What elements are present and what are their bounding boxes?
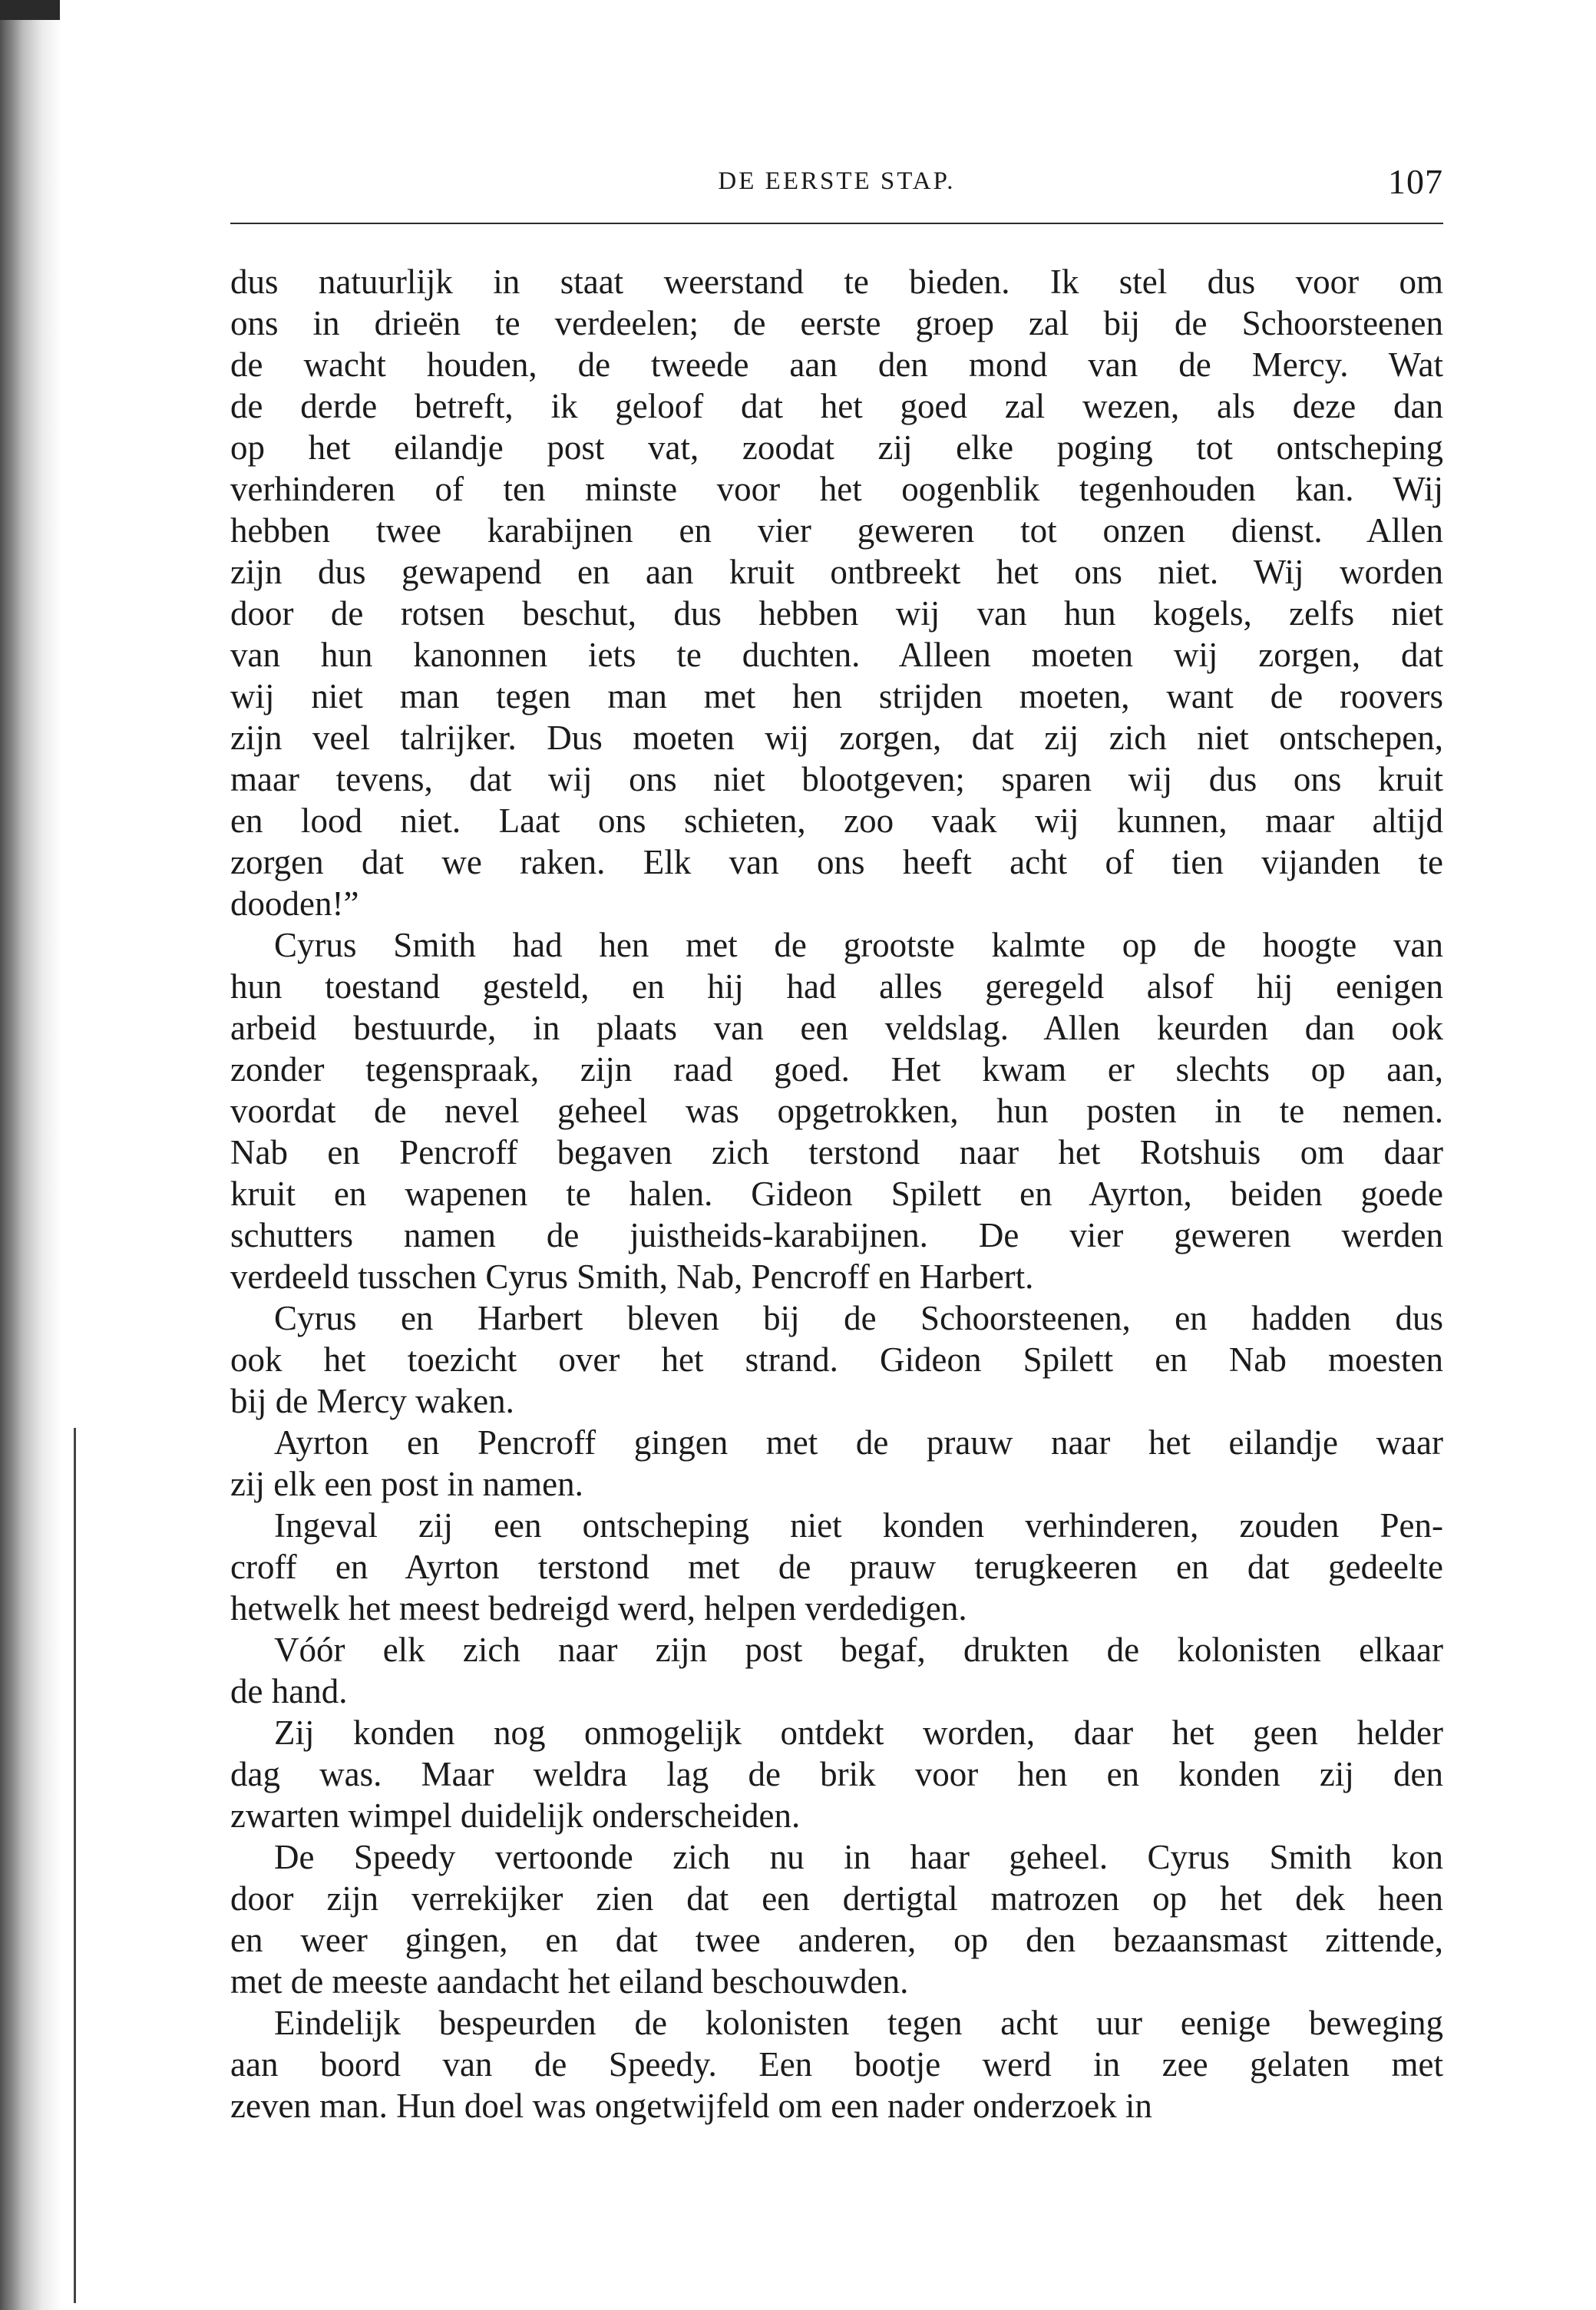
text-line: en lood niet. Laat ons schieten, zoo vaak wij kunnen, maar altijd <box>230 801 1443 840</box>
paragraph <box>230 1836 1443 2002</box>
text-line: met de meeste aandacht het eiland beschouwden. <box>230 1962 909 2001</box>
text-line: Eindelijk bespeurden de kolonisten tegen acht uur eenige beweging <box>274 2004 1443 2042</box>
paragraph <box>230 2002 1443 2127</box>
binding-corner-mark <box>0 0 60 20</box>
text-line: dus natuurlijk in staat weerstand te bieden. Ik stel dus voor om <box>230 263 1443 301</box>
text-line: Zij konden nog onmogelijk ontdekt worden, daar het geen helder <box>274 1713 1443 1752</box>
paragraph <box>230 261 1443 924</box>
text-line: maar tevens, dat wij ons niet blootgeven; sparen wij dus ons kruit <box>230 760 1443 798</box>
text-line: Nab en Pencroff begaven zich terstond naar het Rotshuis om daar <box>230 1133 1443 1172</box>
text-line: Vóór elk zich naar zijn post begaf, drukten de kolonisten elkaar <box>274 1631 1443 1669</box>
text-line: zeven man. Hun doel was ongetwijfeld om een nader onderzoek in <box>230 2087 1152 2125</box>
running-title: DE EERSTE STAP. <box>718 167 956 195</box>
page-binding-shadow <box>0 0 92 2310</box>
text-line: Cyrus Smith had hen met de grootste kalmte op de hoogte van <box>274 926 1443 964</box>
text-line: de hand. <box>230 1672 348 1710</box>
paragraph <box>230 924 1443 1297</box>
text-line: verdeeld tusschen Cyrus Smith, Nab, Pencroff en Harbert. <box>230 1257 1034 1296</box>
paragraph <box>230 1297 1443 1422</box>
text-line: door zijn verrekijker zien dat een dertigtal matrozen op het dek heen <box>230 1879 1443 1918</box>
text-line: door de rotsen beschut, dus hebben wij van hun kogels, zelfs niet <box>230 594 1443 633</box>
paragraph <box>230 1629 1443 1712</box>
binding-edge-line <box>74 1428 76 2303</box>
text-line: de derde betreft, ik geloof dat het goed zal wezen, als deze dan <box>230 387 1443 425</box>
text-line: aan boord van de Speedy. Een bootje werd in zee gelaten met <box>230 2045 1443 2084</box>
text-line: zij elk een post in namen. <box>230 1465 583 1503</box>
text-line: voordat de nevel geheel was opgetrokken, hun posten in te nemen. <box>230 1092 1443 1130</box>
text-line: Ayrton en Pencroff gingen met de prauw naar het eilandje waar <box>274 1423 1443 1462</box>
text-line: dooden!” <box>230 884 359 923</box>
paragraph <box>230 1505 1443 1629</box>
paragraph <box>230 1422 1443 1505</box>
text-line: hetwelk het meest bedreigd werd, helpen verdedigen. <box>230 1589 967 1628</box>
text-line: zwarten wimpel duidelijk onderscheiden. <box>230 1796 801 1835</box>
body-text <box>230 261 1443 2127</box>
text-line: hebben twee karabijnen en vier geweren tot onzen dienst. Allen <box>230 511 1443 550</box>
text-line: verhinderen of ten minste voor het oogenblik tegenhouden kan. Wij <box>230 470 1443 508</box>
text-line: zijn veel talrijker. Dus moeten wij zorgen, dat zij zich niet ontschepen, <box>230 719 1443 757</box>
text-line: kruit en wapenen te halen. Gideon Spilett en Ayrton, beiden goede <box>230 1175 1443 1213</box>
text-line: wij niet man tegen man met hen strijden moeten, want de roovers <box>230 677 1443 715</box>
text-line: zorgen dat we raken. Elk van ons heeft acht of tien vijanden te <box>230 843 1443 881</box>
text-line: De Speedy vertoonde zich nu in haar geheel. Cyrus Smith kon <box>274 1838 1443 1876</box>
text-line: op het eilandje post vat, zoodat zij elke poging tot ontscheping <box>230 428 1443 467</box>
text-line: croff en Ayrton terstond met de prauw terugkeeren en dat gedeelte <box>230 1548 1443 1586</box>
text-line: bij de Mercy waken. <box>230 1382 514 1420</box>
text-line: Ingeval zij een ontscheping niet konden verhinderen, zouden Pen- <box>274 1506 1443 1545</box>
text-line: zonder tegenspraak, zijn raad goed. Het kwam er slechts op aan, <box>230 1050 1443 1089</box>
text-line: en weer gingen, en dat twee anderen, op den bezaansmast zittende, <box>230 1921 1443 1959</box>
header-rule <box>230 223 1443 224</box>
text-line: ook het toezicht over het strand. Gideon Spilett en Nab moesten <box>230 1340 1443 1379</box>
text-line: van hun kanonnen iets te duchten. Alleen moeten wij zorgen, dat <box>230 636 1443 674</box>
text-line: arbeid bestuurde, in plaats van een veldslag. Allen keurden dan ook <box>230 1009 1443 1047</box>
text-line: ons in drieën te verdeelen; de eerste groep zal bij de Schoorsteenen <box>230 304 1443 342</box>
text-line: de wacht houden, de tweede aan den mond van de Mercy. Wat <box>230 345 1443 384</box>
text-line: dag was. Maar weldra lag de brik voor hen en konden zij den <box>230 1755 1443 1793</box>
text-line: Cyrus en Harbert bleven bij de Schoorsteenen, en hadden dus <box>274 1299 1443 1337</box>
text-line: zijn dus gewapend en aan kruit ontbreekt het ons niet. Wij worden <box>230 553 1443 591</box>
page-number: 107 <box>1388 162 1443 201</box>
page-header <box>230 161 1443 215</box>
paragraph <box>230 1712 1443 1836</box>
text-line: schutters namen de juistheids-karabijnen. De vier geweren werden <box>230 1216 1443 1254</box>
text-line: hun toestand gesteld, en hij had alles geregeld alsof hij eenigen <box>230 967 1443 1006</box>
